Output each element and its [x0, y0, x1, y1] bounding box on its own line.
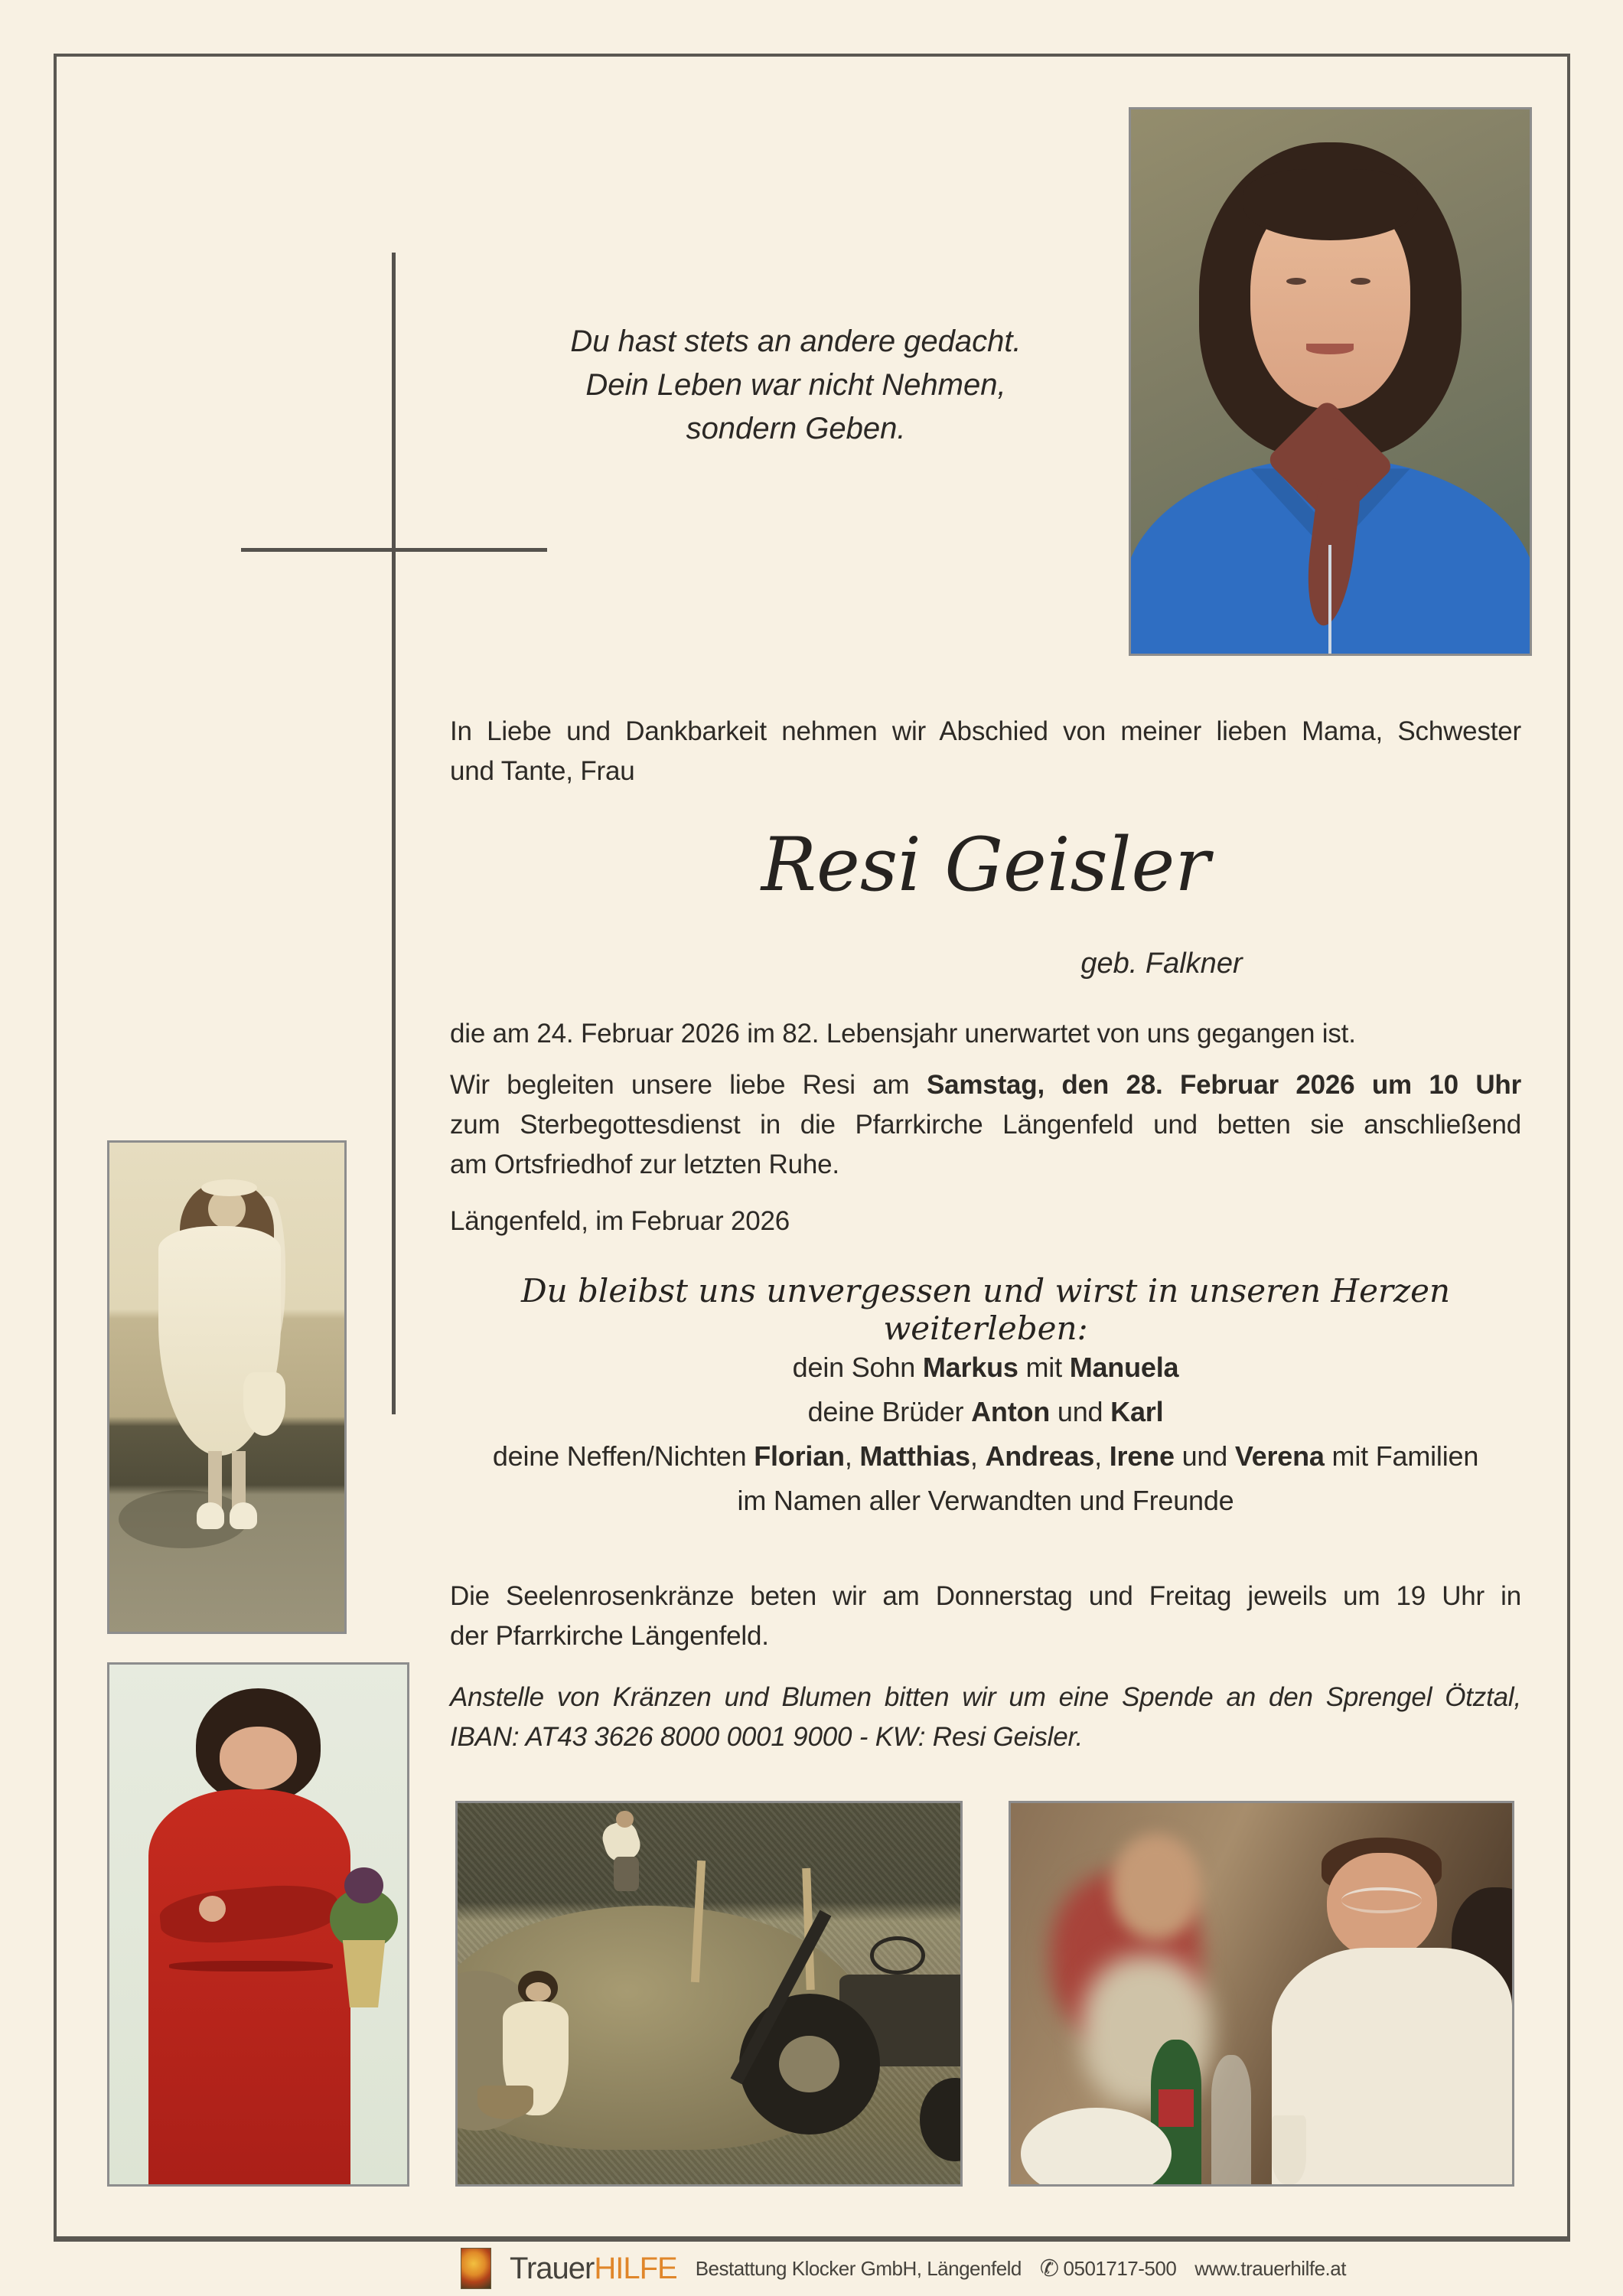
funeral-home-phone: [1040, 2255, 1176, 2282]
girl-leg: [232, 1451, 246, 1510]
red-photo-face: [220, 1727, 297, 1789]
funeral-home-brand: [510, 2252, 677, 2286]
funeral-details: Wir begleiten unsere liebe Resi am Samstag, den 28. Februar 2026 um 10 Uhr zum Sterbegottesdienst in die Pfarrkirche Längenfeld und betten sie anschließend am Ortsfriedhof zur letzten Ruhe.: [450, 1070, 1522, 1179]
basket: [477, 2086, 533, 2120]
red-coat: [148, 1789, 351, 2187]
funeral-home-footer: [461, 2245, 1346, 2291]
donation-notice: Anstelle von Kränzen und Blumen bitten wir um eine Spende an den Sprengel Ötztal, IBAN: AT43 3626 8000 0001 9000 - KW: Resi Geisler.: [450, 1682, 1521, 1752]
girl-shadow: [119, 1490, 248, 1549]
rosary-notice: Die Seelenrosenkränze beten wir am Donnerstag und Freitag jeweils um 19 Uhr in der Pfarrkirche Längenfeld.: [450, 1581, 1521, 1651]
childhood-communion-photo: [107, 1140, 347, 1634]
brand-suffix: HILFE: [594, 2251, 677, 2285]
brand-prefix: Trauer: [510, 2251, 595, 2285]
portrait-bangs: [1243, 169, 1418, 240]
girl-leg: [208, 1451, 222, 1510]
portrait-mouth: [1306, 344, 1354, 354]
background-guest: [1111, 1834, 1201, 1940]
girl-handbag: [243, 1372, 285, 1436]
plant-flowers: [344, 1867, 383, 1904]
phone-icon: ✆: [1039, 2255, 1059, 2281]
memorial-quote: Du hast stets an andere gedacht. Dein Leben war nicht Nehmen, sondern Geben.: [570, 325, 1022, 445]
man-legs: [614, 1857, 639, 1891]
hay-harvest-photo: [455, 1801, 963, 2187]
funeral-home-company: Bestattung Klocker GmbH, Längenfeld: [695, 2256, 1022, 2280]
girl-shoe: [197, 1502, 225, 1529]
cross-icon-bar: [241, 548, 547, 552]
announcement-intro: In Liebe und Dankbarkeit nehmen wir Abschied von meiner lieben Mama, Schwester und Tante, Frau: [450, 716, 1521, 786]
tractor-wheel-hub: [779, 2036, 839, 2093]
celebration-table-photo: [1009, 1801, 1514, 2187]
woman-face: [526, 1982, 551, 2001]
cross-icon: [392, 253, 396, 1414]
girl-shoe: [230, 1502, 258, 1529]
portrait-photo: [1129, 107, 1532, 656]
bottle-label: [1159, 2089, 1194, 2128]
passing-line: die am 24. Februar 2026 im 82. Lebensjahr unerwartet von uns gegangen ist.: [450, 1019, 1356, 1049]
rose-logo-icon: [461, 2248, 491, 2289]
place-dateline: Längenfeld, im Februar 2026: [450, 1206, 790, 1236]
family-list: dein Sohn Markus mit Manuela deine Brüder Anton und Karl deine Neffen/Nichten Florian, Matthias, Andreas, Irene und Verena mit Familien im Namen aller Verwandten und Freunde: [492, 1352, 1479, 1516]
portrait-zipper: [1328, 545, 1331, 654]
table-flowers: [1021, 2108, 1172, 2187]
man-glasses: [1341, 1887, 1422, 1914]
drinking-glass: [1272, 2115, 1307, 2184]
red-photo-belt: [169, 1961, 333, 1971]
phone-number: 0501717-500: [1063, 2256, 1177, 2280]
funeral-home-website: www.trauerhilfe.at: [1194, 2256, 1346, 2280]
deceased-name: Resi Geisler: [761, 822, 1211, 908]
maiden-name: geb. Falkner: [1080, 947, 1243, 980]
man-white-shirt: [1272, 1948, 1512, 2187]
woman-in-red-coat-photo: [107, 1662, 409, 2187]
red-photo-hand: [199, 1896, 226, 1922]
tractor-steering-wheel: [870, 1936, 925, 1975]
tractor-front-wheel: [920, 2078, 963, 2162]
clear-bottle: [1211, 2055, 1251, 2187]
remembrance-line: Du bleibst uns unvergessen und wirst in unseren Herzen weiterleben:: [520, 1272, 1451, 1347]
